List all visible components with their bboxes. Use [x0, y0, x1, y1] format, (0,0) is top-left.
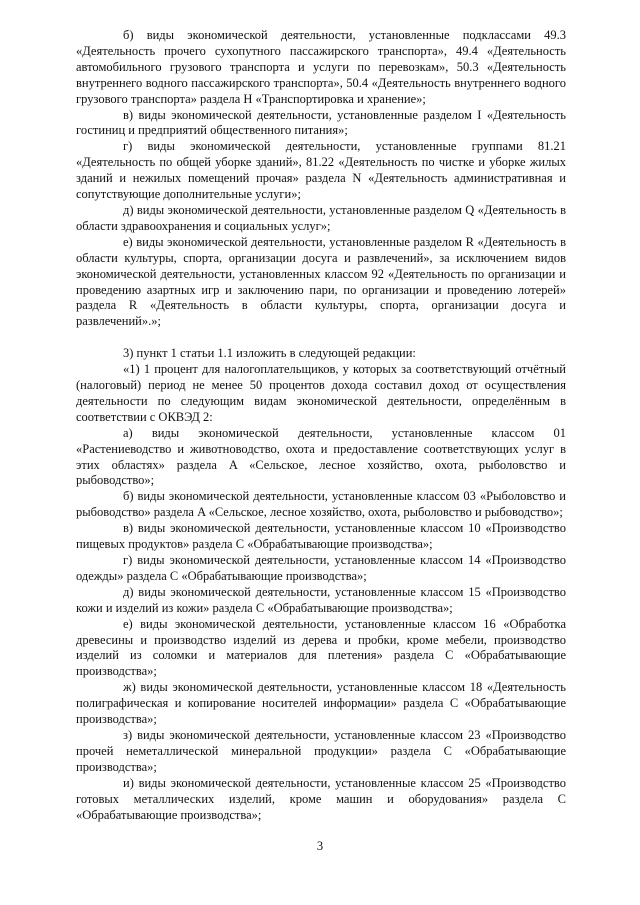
section-gap: [76, 330, 566, 346]
paragraph-e-class-16: е) виды экономической деятельности, установленные классом 16 «Обработка древесины и производство изделий из дерева и пробки, кроме мебели, производство изделий из соломки и материалов для плетения» раздела C «Обрабатывающие производства»;: [76, 616, 566, 679]
document-body: [76, 28, 566, 823]
paragraph-b-transport: б) виды экономической деятельности, установленные подклассами 49.3 «Деятельность прочего сухопутного пассажирского транспорта», 49.4 «Деятельность автомобильного грузового транспорта и услуги по перевозкам», 50.3 «Деятельность внутреннего водного пассажирского транспорта», 50.4 «Деятельность внутреннего водного грузового транспорта» раздела H «Транспортировка и хранение»;: [76, 28, 566, 106]
paragraph-g-class-14: г) виды экономической деятельности, установленные классом 14 «Производство одежды» раздела C «Обрабатывающие производства»;: [76, 553, 566, 583]
paragraph-one-percent-rule: «1) 1 процент для налогоплательщиков, у которых за соответствующий отчётный (налоговый) период не менее 50 процентов дохода составил доход от осуществления деятельности по следующим видам экономической деятельности, определённым в соответствии с ОКВЭД 2:: [76, 362, 566, 424]
paragraph-v-class-10: в) виды экономической деятельности, установленные классом 10 «Производство пищевых продуктов» раздела C «Обрабатывающие производства»;: [76, 521, 566, 552]
paragraph-b-class-03: б) виды экономической деятельности, установленные классом 03 «Рыболовство и рыбоводство» раздела A «Сельское, лесное хозяйство, охота, рыболовство и рыбоводство»;: [76, 489, 566, 520]
paragraph-d-health: д) виды экономической деятельности, установленные разделом Q «Деятельность в области здравоохранения и социальных услуг»;: [76, 202, 566, 233]
paragraph-item-3-heading: 3) пункт 1 статьи 1.1 изложить в следующей редакции:: [123, 346, 416, 361]
paragraph-i-class-25: и) виды экономической деятельности, установленные классом 25 «Производство готовых металлических изделий, кроме машин и оборудования» раздела C «Обрабатывающие производства»;: [76, 775, 566, 822]
paragraph-v-hotels: в) виды экономической деятельности, установленные разделом I «Деятельность гостиниц и предприятий общественного питания»;: [76, 107, 566, 138]
paragraph-d-class-15: д) виды экономической деятельности, установленные классом 15 «Производство кожи и изделий из кожи» раздела C «Обрабатывающие производства»;: [76, 584, 566, 615]
paragraph-a-class-01: а) виды экономической деятельности, установленные классом 01 «Растениеводство и животноводство, охота и предоставление соответствующих услуг в этих областях» раздела A «Сельское, лесное хозяйство, охота, рыболовство и рыбоводство»;: [76, 425, 566, 488]
paragraph-e-culture: е) виды экономической деятельности, установленные разделом R «Деятельность в области культуры, спорта, организации досуга и развлечений», за исключением видов экономической деятельности, установленных классом 92 «Деятельность по организации и проведению азартных игр и заключению пари, по организации и проведению лотерей» раздела R «Деятельность в области культуры, спорта, организации досуга и развлечений».»;: [76, 234, 566, 329]
paragraph-zh-class-18: ж) виды экономической деятельности, установленные классом 18 «Деятельность полиграфическая и копирование носителей информации» раздела C «Обрабатывающие производства»;: [76, 680, 566, 727]
paragraph-z-class-23: з) виды экономической деятельности, установленные классом 23 «Производство прочей неметаллической минеральной продукции» раздела C «Обрабатывающие производства»;: [76, 727, 566, 774]
paragraph-g-cleaning: г) виды экономической деятельности, установленные группами 81.21 «Деятельность по общей уборке зданий», 81.22 «Деятельность по чистке и уборке жилых зданий и нежилых помещений прочая» раздела N «Деятельность административная и сопутствующие дополнительные услуги»;: [76, 139, 566, 202]
page-number: 3: [316, 839, 324, 853]
